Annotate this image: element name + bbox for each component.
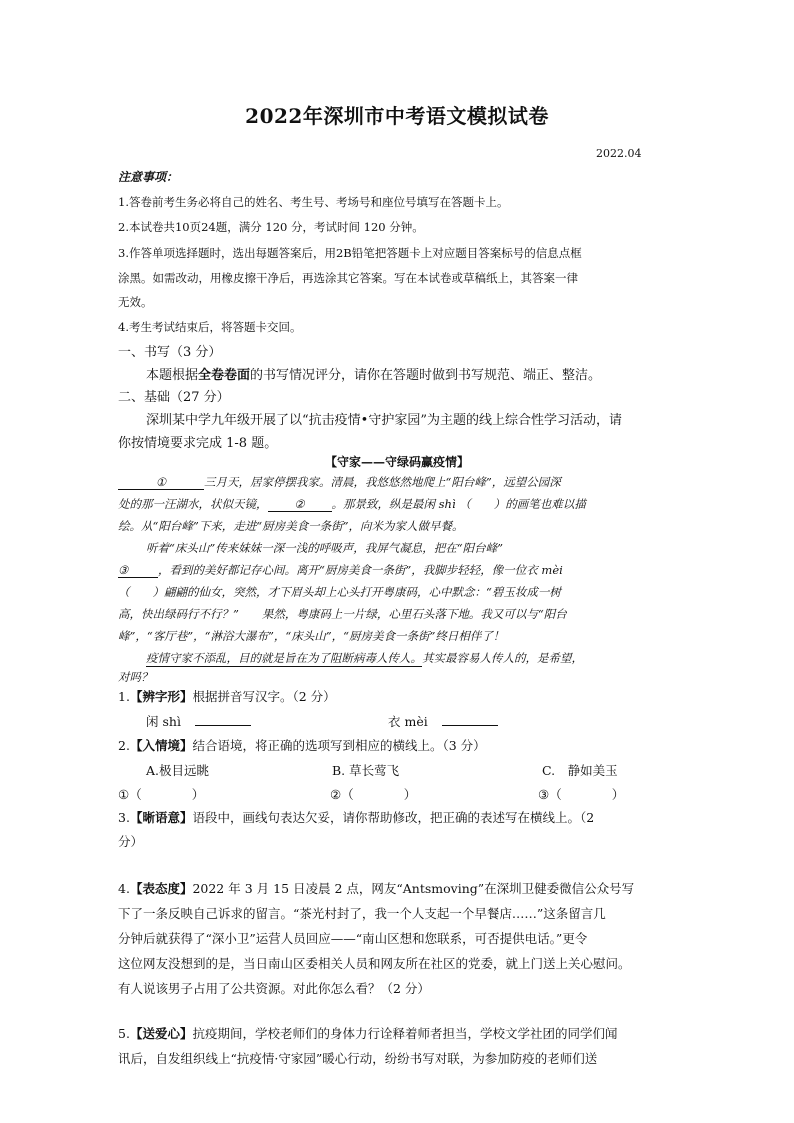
q1-blank-a[interactable] [195, 725, 251, 726]
section1-text-bold: 全卷卷面 [198, 368, 251, 383]
question-4 [118, 879, 634, 897]
passage-line [146, 650, 583, 667]
q3-line-1: 语段中，画线句表达欠妥，请你帮助修改，把正确的表述写在横线上。（2 [192, 810, 595, 825]
underlined-sentence: 疫情守家不添乱，目的就是旨在为了阻断病毒人传人。 [146, 651, 422, 665]
q5-line-1: 抗疫期间，学校老师们的身体力行诠释着师者担当，学校文学社团的同学们闻 [192, 1026, 618, 1041]
notice-item: 涂黑。如需改动，用橡皮擦干净后，再选涂其它答案。写在本试卷或草稿纸上，其答案一律 [118, 271, 578, 285]
passage-title: 【守家——守绿码赢疫情】 [324, 455, 469, 469]
q4-line-1: 2022 年 3 月 15 日凌晨 2 点，网友“Antsmoving”在深圳卫健委微信公众号写 [192, 881, 635, 896]
q2-option-c: C. 静如美玉 [542, 763, 618, 778]
section1-heading: 一、书写（3 分） [118, 345, 222, 360]
section1-text [146, 364, 601, 383]
blank-1: ① [118, 475, 204, 490]
q5-tag: 【送爱心】 [129, 1026, 193, 1041]
q4-tag: 【表态度】 [129, 881, 193, 896]
q2-num: 2. [118, 738, 130, 753]
notice-heading: 注意事项： [118, 170, 179, 184]
section1-text-a: 本题根据 [146, 368, 199, 383]
passage-line-9-tail: 其实最容易人传人的，是希望， [422, 651, 583, 665]
blank-2: ② [268, 497, 332, 512]
passage-line-5: ，看到的美好都记存心间。离开“厨房美食一条街”，我脚步轻轻，像一位衣 mèi [158, 563, 563, 577]
section2-heading: 二、基础（27 分） [118, 390, 230, 405]
q5-num: 5. [118, 1026, 130, 1041]
notice-item: 1.答卷前考生务必将自己的姓名、考生号、考场号和座位号填写在答题卡上。 [118, 195, 509, 209]
q1-answer-a [146, 712, 251, 730]
blank-3: ③ [118, 563, 158, 578]
q1-tag: 【辨字形】 [129, 689, 193, 704]
q4-line-3: 分钟后就获得了“深小卫”运营人员回应——“南山区想和您联系，可否提供电话。”更令 [118, 931, 588, 946]
q4-line-5: 有人说该男子占用了公共资源。对此你怎么看？（2 分） [118, 981, 430, 996]
notice-item: 无效。 [118, 295, 153, 309]
q2-option-a: A.极目远眺 [146, 763, 210, 778]
passage-line-1: 三月天，居家停摆我家。清晨，我悠悠然地爬上“阳台峰”，远望公园深 [204, 475, 561, 489]
page-title: 2022年深圳市中考语文模拟试卷 [245, 104, 549, 128]
question-2 [118, 736, 486, 754]
notice-item: 3.作答单项选择题时，选出每题答案后，用2B铅笔把答题卡上对应题目答案标号的信息点框 [118, 246, 582, 260]
notice-item: 2.本试卷共10页24题，满分 120 分，考试时间 120 分钟。 [118, 220, 424, 234]
notice-item: 4.考生考试结束后，将答题卡交回。 [118, 320, 302, 334]
q3-tag: 【晰语意】 [129, 810, 193, 825]
q4-line-2: 下了一条反映自己诉求的留言。“茶光村封了，我一个人支起一个早餐店……”这条留言几 [118, 906, 606, 921]
q2-tag: 【入情境】 [129, 738, 193, 753]
q5-line-2: 讯后，自发组织线上“抗疫情·守家园”暖心行动，纷纷书写对联，为参加防疫的老师们送 [118, 1051, 598, 1066]
section2-intro-1: 深圳某中学九年级开展了以“抗击疫情•守护家园”为主题的线上综合性学习活动，请 [146, 413, 622, 428]
passage-line-7: 高，快出绿码行不行？” 果然，粤康码上一片绿，心里石头落下地。我又可以与“阳台 [118, 607, 567, 621]
q2-option-b: B. 草长莺飞 [332, 763, 400, 778]
question-1 [118, 687, 336, 705]
passage-line-2a: 处的那一汪湖水，状似天镜， [118, 497, 268, 511]
passage-line [118, 474, 561, 490]
section2-intro-2: 你按情境要求完成 1-8 题。 [118, 436, 278, 451]
question-3 [118, 808, 594, 826]
passage-line [118, 562, 563, 578]
passage-line [118, 496, 586, 512]
q3-line-2: 分） [118, 834, 144, 849]
q2-slot-1[interactable]: ①（ ） [118, 787, 205, 802]
q1-text: 根据拼音写汉字。（2 分） [192, 689, 336, 704]
passage-line-2b: 。那景致，纵是最闲 shì （ ）的画笔也难以描 [331, 497, 586, 511]
q1-label-a: 闲 shì [146, 714, 181, 729]
q2-text: 结合语境，将正确的选项写到相应的横线上。（3 分） [192, 738, 486, 753]
exam-date: 2022.04 [596, 147, 642, 160]
passage-line-4: 听着“床头山”传来妹妹一深一浅的呼吸声，我屏气凝息，把在“阳台峰” [146, 541, 504, 555]
q4-num: 4. [118, 881, 130, 896]
question-5 [118, 1024, 617, 1042]
q3-num: 3. [118, 810, 130, 825]
passage-line-10: 对吗？ [118, 670, 153, 684]
section1-text-b: 的书写情况评分，请你在答题时做到书写规范、端正、整洁。 [250, 368, 602, 383]
q2-slot-2[interactable]: ②（ ） [330, 787, 417, 802]
passage-line-6: （ ）翩翩的仙女，突然，才下眉头却上心头打开粤康码，心中默念：“碧玉妆成一树 [118, 585, 561, 599]
passage-line-3: 绘。从“阳台峰”下来，走进“厨房美食一条街”，向米为家人做早餐。 [118, 519, 464, 533]
q1-answer-b [388, 712, 498, 730]
q2-slot-3[interactable]: ③（ ） [538, 787, 625, 802]
q1-label-b: 衣 mèi [388, 714, 428, 729]
passage-line-8: 峰”，“客厅巷”，“淋浴大瀑布”，“床头山”，“厨房美食一条街”终日相伴了！ [118, 629, 505, 643]
q1-blank-b[interactable] [442, 725, 498, 726]
q4-line-4: 这位网友没想到的是，当日南山区委相关人员和网友所在社区的党委，就上门送上关心慰问。 [118, 956, 631, 971]
q1-num: 1. [118, 689, 130, 704]
